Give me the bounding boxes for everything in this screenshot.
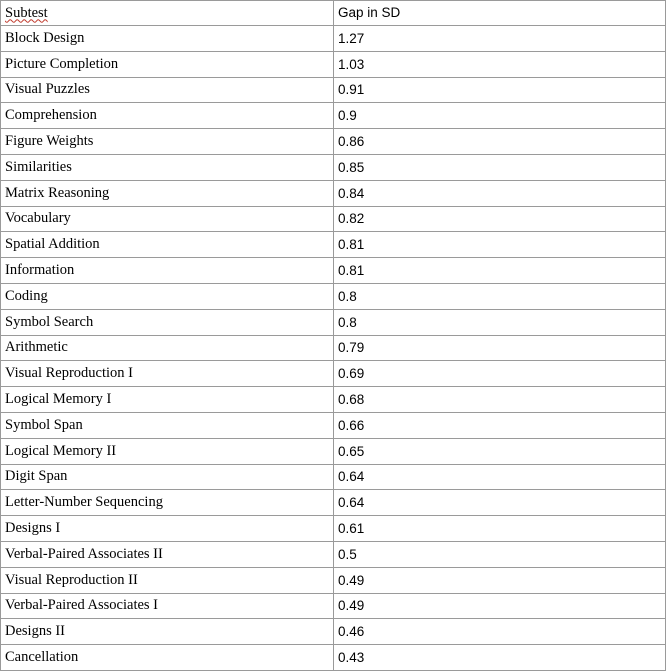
table-row: [1, 77, 666, 103]
table-row: [1, 309, 666, 335]
table-row: [1, 129, 666, 155]
table-row: [1, 335, 666, 361]
gap-cell: 0.61: [334, 516, 666, 542]
table-row: [1, 438, 666, 464]
table-row: [1, 387, 666, 413]
subtest-cell: Visual Puzzles: [1, 77, 334, 103]
subtest-cell: Symbol Search: [1, 309, 334, 335]
subtest-cell: Verbal-Paired Associates II: [1, 541, 334, 567]
subtest-cell: Block Design: [1, 26, 334, 52]
subtest-cell: Spatial Addition: [1, 232, 334, 258]
gap-cell: 0.64: [334, 490, 666, 516]
table-row: [1, 464, 666, 490]
gap-cell: 0.65: [334, 438, 666, 464]
gap-cell: 0.8: [334, 309, 666, 335]
table-row: [1, 619, 666, 645]
subtest-cell: Designs II: [1, 619, 334, 645]
table-row: [1, 180, 666, 206]
subtest-cell: Figure Weights: [1, 129, 334, 155]
table-row: [1, 51, 666, 77]
gap-cell: 1.27: [334, 26, 666, 52]
subtest-cell: Matrix Reasoning: [1, 180, 334, 206]
subtest-cell: Coding: [1, 283, 334, 309]
table-row: [1, 645, 666, 671]
subtest-cell: Similarities: [1, 154, 334, 180]
table-body: [1, 1, 666, 671]
table-row: [1, 26, 666, 52]
gap-cell: 0.79: [334, 335, 666, 361]
gap-cell: 0.84: [334, 180, 666, 206]
table-row: [1, 232, 666, 258]
table-header-row: [1, 1, 666, 26]
subtest-cell: Vocabulary: [1, 206, 334, 232]
table-row: [1, 412, 666, 438]
table-row: [1, 154, 666, 180]
gap-cell: 0.43: [334, 645, 666, 671]
gap-cell: 0.69: [334, 361, 666, 387]
subtest-cell: Visual Reproduction II: [1, 567, 334, 593]
gap-cell: 0.64: [334, 464, 666, 490]
gap-cell: 0.8: [334, 283, 666, 309]
header-cell-gap: [334, 1, 666, 26]
table-row: [1, 283, 666, 309]
subtest-cell: Logical Memory II: [1, 438, 334, 464]
gap-cell: 0.5: [334, 541, 666, 567]
gap-cell: 0.81: [334, 232, 666, 258]
subtest-cell: Picture Completion: [1, 51, 334, 77]
table-row: [1, 541, 666, 567]
subtest-cell: Logical Memory I: [1, 387, 334, 413]
subtest-cell: Digit Span: [1, 464, 334, 490]
table-row: [1, 593, 666, 619]
table-row: [1, 258, 666, 284]
gap-cell: 0.91: [334, 77, 666, 103]
table-row: [1, 206, 666, 232]
gap-cell: 0.9: [334, 103, 666, 129]
table-row: [1, 516, 666, 542]
subtest-cell: Designs I: [1, 516, 334, 542]
gap-cell: 0.49: [334, 593, 666, 619]
gap-cell: 0.66: [334, 412, 666, 438]
table-row: [1, 103, 666, 129]
gap-cell: 0.68: [334, 387, 666, 413]
table-row: [1, 490, 666, 516]
subtest-cell: Visual Reproduction I: [1, 361, 334, 387]
subtest-cell: Information: [1, 258, 334, 284]
gap-cell: 0.82: [334, 206, 666, 232]
gap-cell: 0.49: [334, 567, 666, 593]
subtest-cell: Cancellation: [1, 645, 334, 671]
header-subtest-label: Subtest: [5, 4, 48, 21]
subtest-cell: Comprehension: [1, 103, 334, 129]
table-row: [1, 361, 666, 387]
subtest-cell: Symbol Span: [1, 412, 334, 438]
subtest-cell: Letter-Number Sequencing: [1, 490, 334, 516]
subtest-cell: Arithmetic: [1, 335, 334, 361]
header-cell-subtest: [1, 1, 334, 26]
header-gap-label: Gap in SD: [338, 4, 401, 20]
gap-cell: 0.86: [334, 129, 666, 155]
subtest-cell: Verbal-Paired Associates I: [1, 593, 334, 619]
gap-cell: 1.03: [334, 51, 666, 77]
gap-cell: 0.46: [334, 619, 666, 645]
gap-cell: 0.85: [334, 154, 666, 180]
table-row: [1, 567, 666, 593]
gap-cell: 0.81: [334, 258, 666, 284]
